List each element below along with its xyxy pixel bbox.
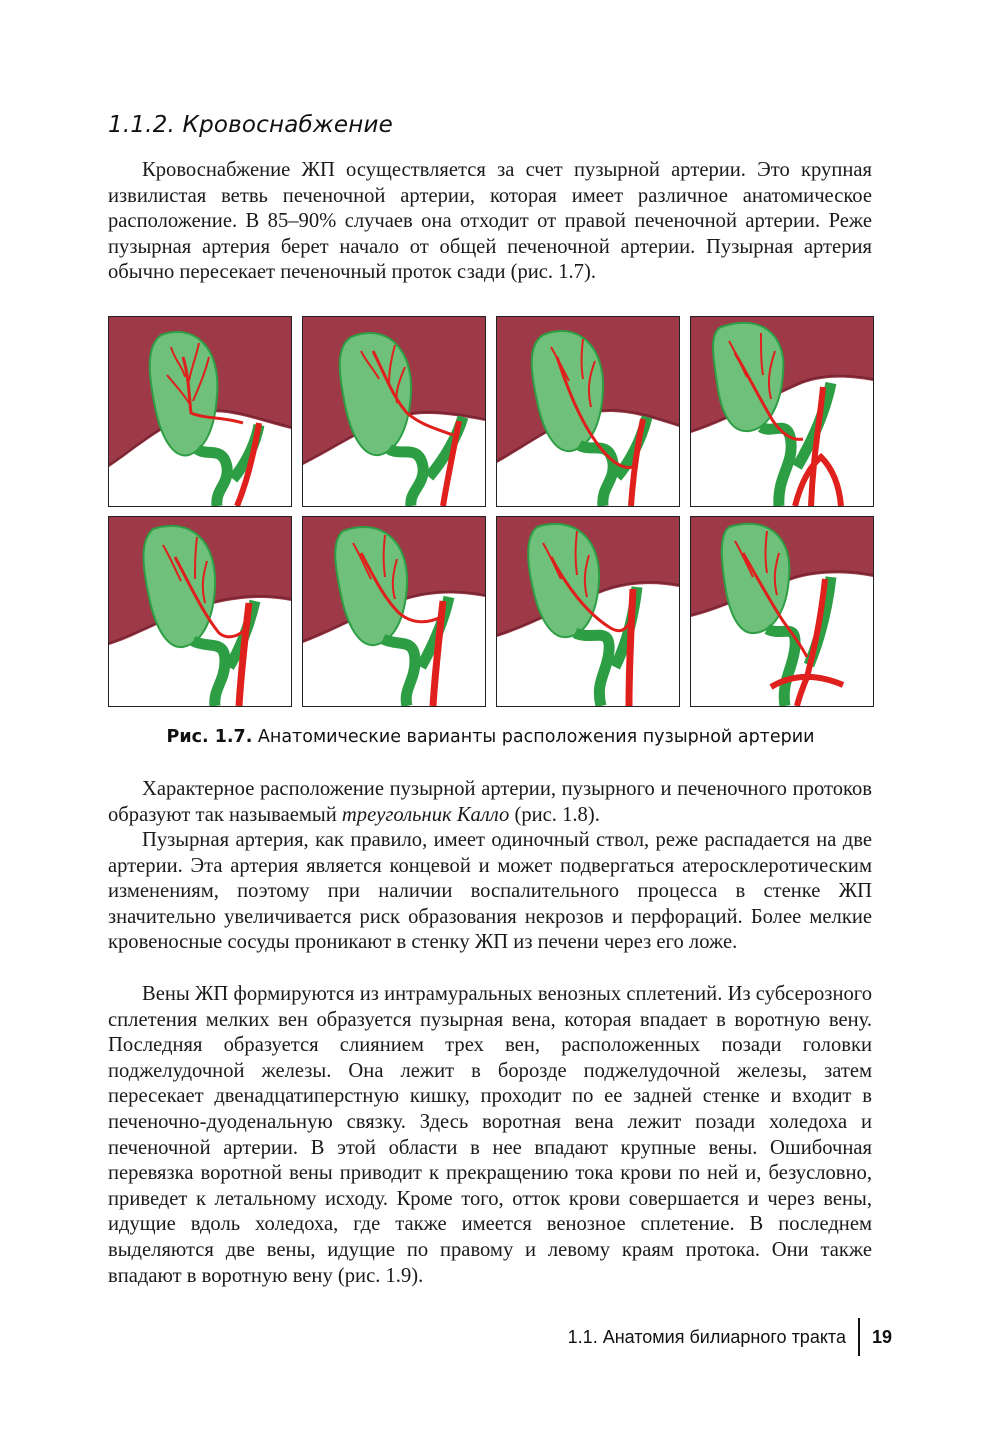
running-footer (568, 1318, 892, 1356)
paragraph-veins: Вены ЖП формируются из интрамуральных венозных сплетений. Из субсерозного сплетения мелких вен образуется пузырная вена, которая впадает в воротную вену. Последняя образуется слиянием трех вен, расположенных позади головки поджелудочной железы. Она лежит в борозде поджелудочной железы, затем пересекает двенадцатиперстную кишку, проходит по ее задней стенке и входит в печеночно-дуоденальную связку. Здесь воротная вена лежит позади холедоха и печеночной артерии. В этой области в нее впадают крупные вены. Ошибочная перевязка воротной вены приводит к прекращению тока крови по ней и, безусловно, приведет к летальному исходу. Кроме того, отток крови совершается и через вены, идущие вдоль холедоха, где также имеется венозное сплетение. В последнем выделяются две вены, идущие по правому и левому краям протока. Они также впадают в воротную вену (рис. 1.9). (108, 983, 872, 1287)
paragraph-blood-supply: Кровоснабжение ЖП осуществляется за счет пузырной артерии. Это крупная извилистая ветвь печеночной артерии, которая имеет различное анатомическое расположение. В 85–90% случаев она отходит от правой печеночной артерии. Реже пузырная артерия берет начало от общей печеночной артерии. Пузырная артерия обычно пересекает печеночный проток сзади (рис. 1.7). (108, 159, 872, 284)
figure-caption-text: Анатомические варианты расположения пузырной артерии (252, 727, 815, 747)
section-heading: 1.1.2. Кровоснабжение (108, 112, 393, 138)
figure-caption-label: Рис. 1.7. (166, 727, 253, 747)
variant-panel-5 (108, 516, 292, 707)
variant-panel-3 (496, 316, 680, 507)
term-calot-triangle: треугольник Калло (341, 803, 510, 826)
figure-caption (108, 727, 873, 747)
paragraph2-before: Характерное расположение пузырной артерии, пузырного и печеночного протоков образуют так называемый (108, 778, 872, 826)
paragraph-artery-details: Пузырная артерия, как правило, имеет одиночный ствол, реже распадается на две артерии. Эта артерия является концевой и может подвергаться атеросклеротическим изменениям, поэтому при наличии воспалительного процесса в стенке ЖП значительно увеличивается риск образования некрозов и перфораций. Более мелкие кровеносные сосуды проникают в стенку ЖП из печени через его ложе. (108, 829, 872, 954)
variant-panel-2 (302, 316, 486, 507)
figure-arterial-variants (108, 316, 873, 706)
variant-panel-7 (496, 516, 680, 707)
variant-panel-8 (690, 516, 874, 707)
paragraph2-after: (рис. 1.8). (509, 803, 600, 826)
paragraph-calot-triangle (108, 777, 872, 828)
footer-section-title: 1.1. Анатомия билиарного тракта (567, 1326, 846, 1347)
variant-panel-6 (302, 516, 486, 707)
variant-panel-4 (690, 316, 874, 507)
variant-panel-1 (108, 316, 292, 507)
page-number: 19 (871, 1326, 892, 1347)
